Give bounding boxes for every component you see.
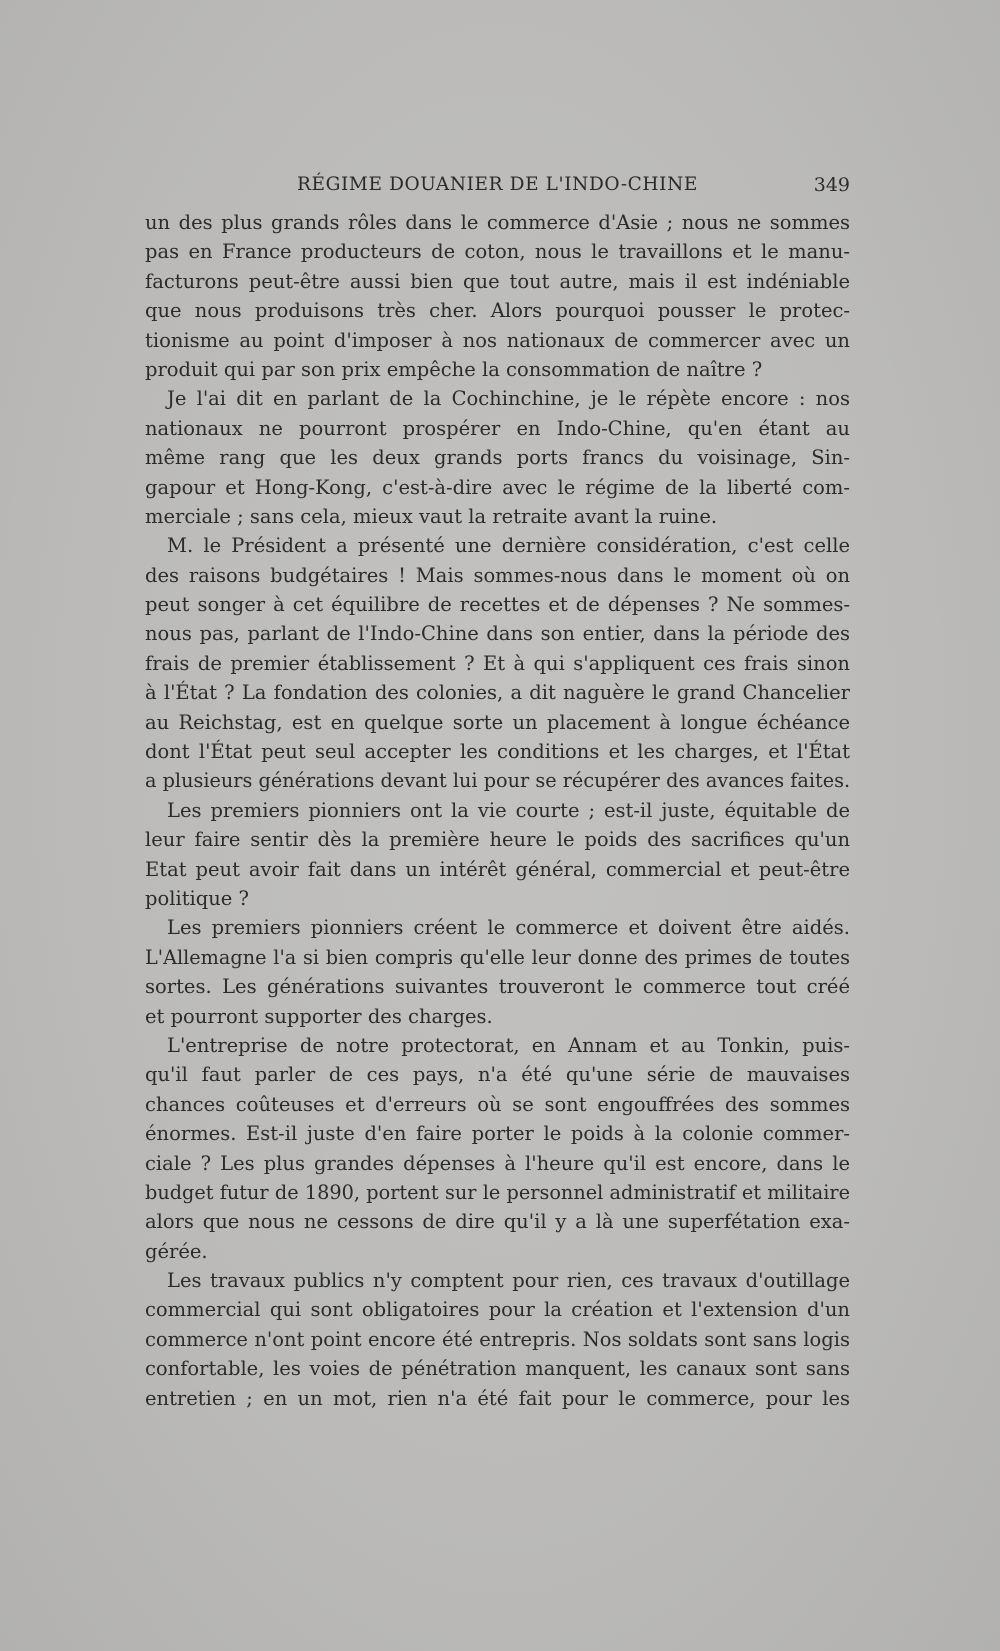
text-line: que nous produisons très cher. Alors pourquoi pousser le protec-: [145, 299, 850, 323]
text-line: L'Allemagne l'a si bien compris qu'elle leur donne des primes de toutes: [145, 945, 850, 969]
text-line: confortable, les voies de pénétration manquent, les canaux sont sans: [145, 1357, 850, 1381]
text-line: même rang que les deux grands ports francs du voisinage, Sin-: [145, 446, 850, 470]
text-line: sortes. Les générations suivantes trouveront le commerce tout créé: [145, 975, 850, 999]
text-line: qu'il faut parler de ces pays, n'a été qu'une série de mauvaises: [145, 1063, 850, 1087]
text-line: nous pas, parlant de l'Indo-Chine dans son entier, dans la période des: [145, 622, 850, 646]
text-line: leur faire sentir dès la première heure le poids des sacrifices qu'un: [145, 828, 850, 852]
text-line: à l'État ? La fondation des colonies, a dit naguère le grand Chancelier: [145, 681, 850, 705]
text-line: a plusieurs générations devant lui pour se récupérer des avances faites.: [145, 769, 850, 793]
text-line: gérée.: [145, 1239, 208, 1263]
text-line: Je l'ai dit en parlant de la Cochinchine, je le répète encore : nos: [167, 387, 850, 411]
text-line: commercial qui sont obligatoires pour la création et l'extension d'un: [145, 1298, 850, 1322]
text-line: merciale ; sans cela, mieux vaut la retraite avant la ruine.: [145, 504, 718, 528]
text-line: peut songer à cet équilibre de recettes et de dépenses ? Ne sommes-: [145, 593, 850, 617]
text-line: des raisons budgétaires ! Mais sommes-nous dans le moment où on: [145, 563, 850, 587]
text-line: Etat peut avoir fait dans un intérêt général, commercial et peut-être: [145, 857, 850, 881]
running-head: [145, 174, 850, 204]
page-number: 349: [813, 174, 850, 196]
text-line: Les travaux publics n'y comptent pour rien, ces travaux d'outillage: [167, 1269, 850, 1293]
text-line: Les premiers pionniers ont la vie courte ; est-il juste, équitable de: [167, 798, 850, 822]
text-line: dont l'État peut seul accepter les conditions et les charges, et l'État: [145, 740, 850, 764]
text-line: Les premiers pionniers créent le commerce et doivent être aidés.: [167, 916, 850, 940]
text-line: au Reichstag, est en quelque sorte un placement à longue échéance: [145, 710, 850, 734]
text-line: produit qui par son prix empêche la consommation de naître ?: [145, 357, 763, 381]
text-line: tionisme au point d'imposer à nos nationaux de commercer avec un: [145, 328, 850, 352]
text-line: M. le Président a présenté une dernière considération, c'est celle: [167, 534, 850, 558]
text-line: facturons peut-être aussi bien que tout autre, mais il est indéniable: [145, 269, 850, 293]
text-line: chances coûteuses et d'erreurs où se sont engouffrées des sommes: [145, 1092, 850, 1116]
text-line: commerce n'ont point encore été entrepris. Nos soldats sont sans logis: [145, 1327, 850, 1351]
text-line: gapour et Hong-Kong, c'est-à-dire avec le régime de la liberté com-: [145, 475, 850, 499]
text-line: politique ?: [145, 886, 250, 910]
body-text: [145, 208, 850, 1413]
text-line: et pourront supporter des charges.: [145, 1004, 493, 1028]
text-line: nationaux ne pourront prospérer en Indo-Chine, qu'en étant au: [145, 416, 850, 440]
text-line: un des plus grands rôles dans le commerce d'Asie ; nous ne sommes: [145, 211, 850, 234]
text-line: énormes. Est-il juste d'en faire porter le poids à la colonie commer-: [145, 1122, 850, 1146]
text-line: alors que nous ne cessons de dire qu'il y a là une superfétation exa-: [145, 1210, 850, 1234]
text-line: pas en France producteurs de coton, nous le travaillons et le manu-: [145, 240, 850, 264]
text-line: ciale ? Les plus grandes dépenses à l'heure qu'il est encore, dans le: [145, 1151, 850, 1175]
text-line: entretien ; en un mot, rien n'a été fait pour le commerce, pour les: [145, 1386, 850, 1410]
text-line: frais de premier établissement ? Et à qui s'appliquent ces frais sinon: [145, 651, 850, 675]
text-line: budget futur de 1890, portent sur le personnel administratif et militaire: [145, 1180, 850, 1204]
running-title: RÉGIME DOUANIER DE L'INDO-CHINE: [297, 174, 698, 195]
text-line: L'entreprise de notre protectorat, en Annam et au Tonkin, puis-: [167, 1033, 850, 1057]
